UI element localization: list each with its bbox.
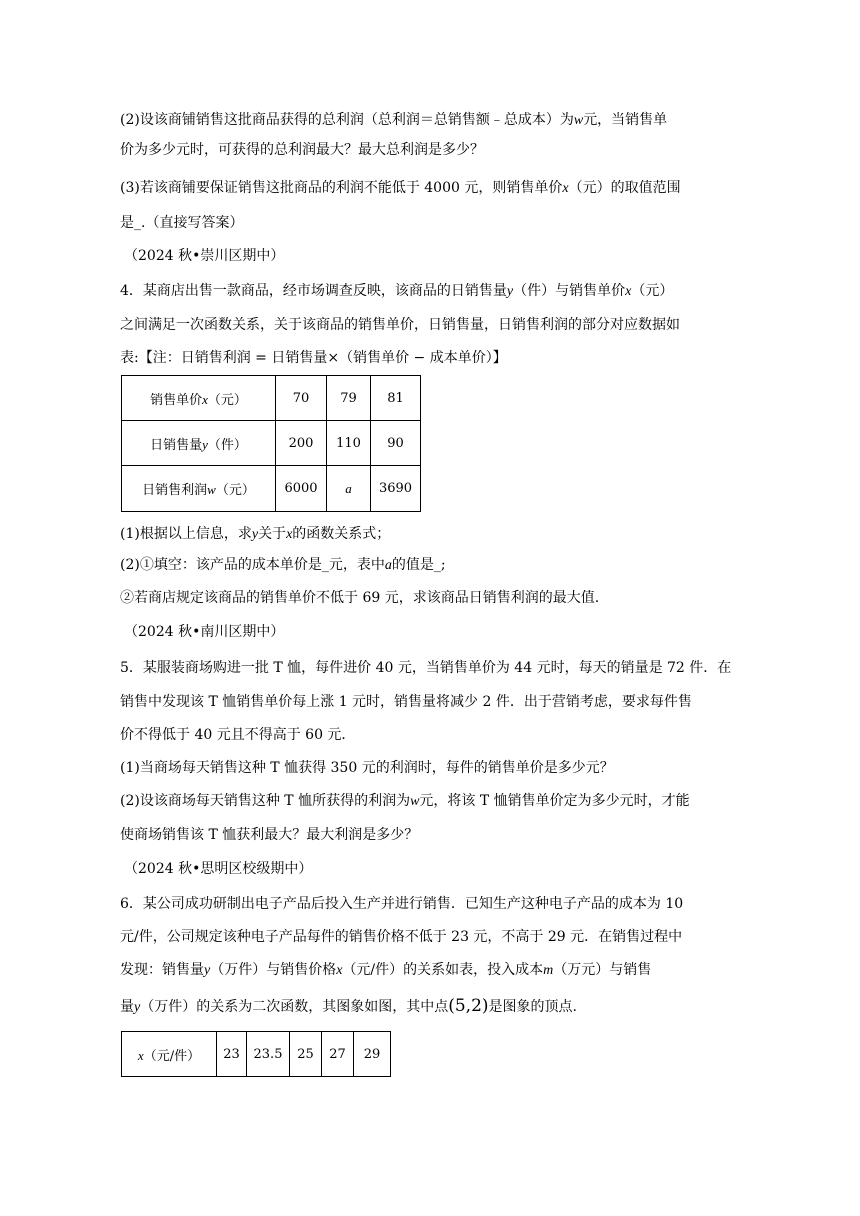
q3-part3-line2: 是_.（直接写答案） bbox=[120, 215, 244, 231]
q4-part2-fill: (2)①填空：该产品的成本单价是_元，表中a的值是_; bbox=[120, 557, 446, 573]
q6-text-line4: 量y（万件）的关系为二次函数，其图象如图，其中点(5,2)是图象的顶点. bbox=[120, 996, 577, 1016]
table-row bbox=[122, 1032, 391, 1077]
table-row-label: 销售单价x（元） bbox=[122, 376, 276, 421]
q5-source: （2024 秋•南川区期中） bbox=[124, 624, 285, 640]
q5-part1: (1)当商场每天销售这种 T 恤获得 350 元的利润时，每件的销售单价是多少元？ bbox=[120, 760, 614, 776]
table-row-label: 日销售利润w（元） bbox=[122, 466, 276, 512]
q6-data-table bbox=[121, 1031, 391, 1077]
table-cell: 25 bbox=[290, 1032, 322, 1077]
table-cell: 23.5 bbox=[247, 1032, 290, 1077]
table-cell: 90 bbox=[371, 421, 421, 466]
table-cell: 3690 bbox=[371, 466, 421, 512]
q3-part2-line1: (2)设该商铺销售这批商品获得的总利润（总利润＝总销售额﹣总成本）为w元，当销售单 bbox=[120, 112, 668, 128]
table-cell: a bbox=[327, 466, 371, 512]
q6-text-line2: 元/件，公司规定该种电子产品每件的销售价格不低于 23 元，不高于 29 元．在销售过程中 bbox=[120, 929, 683, 945]
q6-source: （2024 秋•思明区校级期中） bbox=[124, 861, 313, 877]
q5-part2-line1: (2)设该商场每天销售这种 T 恤所获得的利润为w元，将该 T 恤销售单价定为多少元时，才能 bbox=[120, 793, 690, 809]
q4-text-line1: 4．某商店出售一款商品，经市场调查反映，该商品的日销售量y（件）与销售单价x（元） bbox=[120, 283, 674, 299]
table-row-label: 日销售量y（件） bbox=[122, 421, 276, 466]
table-cell: 81 bbox=[371, 376, 421, 421]
q4-data-table bbox=[121, 375, 421, 512]
q4-source: （2024 秋•崇川区期中） bbox=[124, 248, 285, 264]
q4-text-line2: 之间满足一次函数关系，关于该商品的销售单价，日销售量，日销售利润的部分对应数据如 bbox=[120, 317, 680, 333]
q3-part3-line1: (3)若该商铺要保证销售这批商品的利润不能低于 4000 元，则销售单价x（元）的取值范围 bbox=[120, 180, 681, 196]
table-cell: 6000 bbox=[276, 466, 327, 512]
q4-text-line3: 表:【注：日销售利润 = 日销售量×（销售单价 − 成本单价）】 bbox=[120, 350, 507, 366]
table-cell: 200 bbox=[276, 421, 327, 466]
table-cell: 27 bbox=[322, 1032, 354, 1077]
table-cell: 23 bbox=[217, 1032, 247, 1077]
table-head-cell: x（元/件） bbox=[122, 1032, 217, 1077]
table-cell: 79 bbox=[327, 376, 371, 421]
table-row bbox=[122, 466, 421, 512]
q6-text-line3: 发现：销售量y（万件）与销售价格x（元/件）的关系如表，投入成本m（万元）与销售 bbox=[120, 962, 652, 978]
q3-part2-line2: 价为多少元时，可获得的总利润最大？最大总利润是多少？ bbox=[120, 142, 484, 158]
q5-text-line3: 价不得低于 40 元且不得高于 60 元． bbox=[120, 727, 356, 743]
q5-text-line1: 5．某服装商场购进一批 T 恤，每件进价 40 元，当销售单价为 44 元时，每天的销量是 72 件．在 bbox=[120, 660, 732, 676]
table-cell: 70 bbox=[276, 376, 327, 421]
q4-part1: (1)根据以上信息，求y关于x的函数关系式； bbox=[120, 526, 391, 542]
table-cell: 110 bbox=[327, 421, 371, 466]
table-row bbox=[122, 376, 421, 421]
q5-text-line2: 销售中发现该 T 恤销售单价每上涨 1 元时，销售量将减少 2 件．出于营销考虑，要求每件售 bbox=[120, 694, 692, 710]
table-row bbox=[122, 421, 421, 466]
table-cell: 29 bbox=[354, 1032, 391, 1077]
q5-part2-line2: 使商场销售该 T 恤获利最大？最大利润是多少？ bbox=[120, 827, 419, 843]
q4-part2-max: ②若商店规定该商品的销售单价不低于 69 元，求该商品日销售利润的最大值. bbox=[120, 590, 600, 606]
q6-text-line1: 6．某公司成功研制出电子产品后投入生产并进行销售．已知生产这种电子产品的成本为 10 bbox=[120, 896, 684, 912]
